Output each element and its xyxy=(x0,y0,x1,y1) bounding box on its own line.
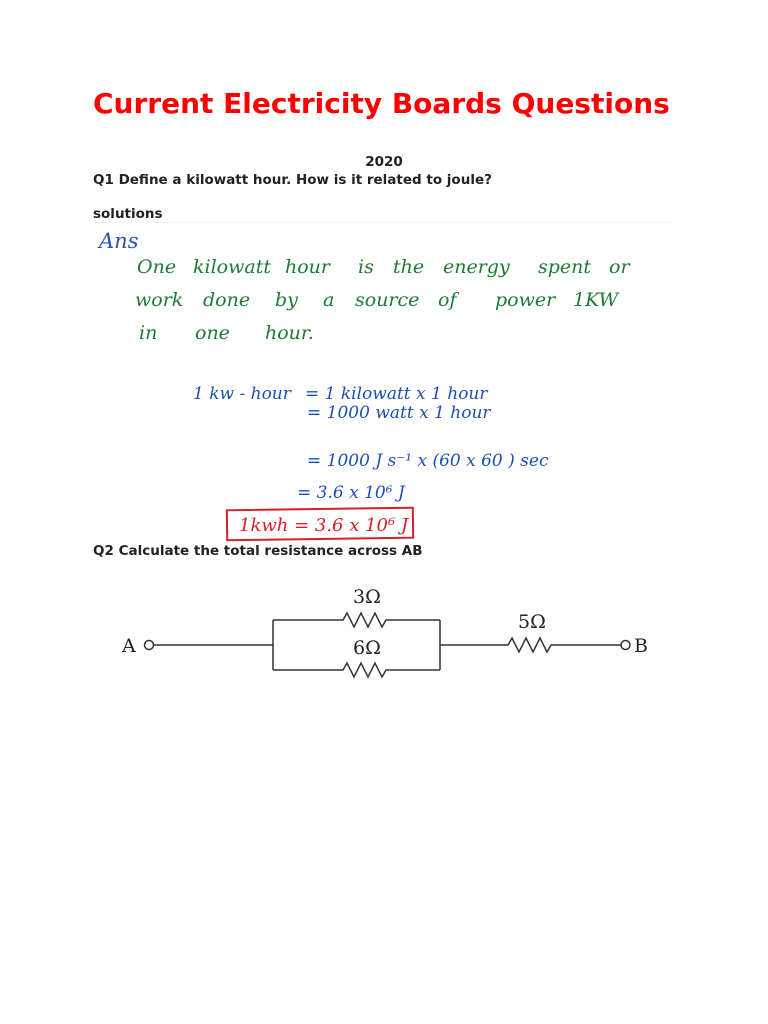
bottom-branch xyxy=(273,663,440,677)
definition-word: one xyxy=(195,322,230,344)
definition-line-2 xyxy=(135,289,620,311)
terminal-b-node xyxy=(621,641,630,650)
solutions-label: solutions xyxy=(93,206,163,222)
definition-word: power xyxy=(495,289,556,311)
definition-word: hour. xyxy=(265,322,314,344)
definition-word: the xyxy=(393,256,425,278)
top-branch xyxy=(273,613,440,627)
terminal-a-node xyxy=(145,641,154,650)
definition-line-3 xyxy=(139,322,314,344)
definition-word: by xyxy=(275,289,298,311)
r-series-label: 5Ω xyxy=(518,611,546,633)
r-bottom-label: 6Ω xyxy=(353,637,381,659)
step3: = 1000 J s⁻¹ x (60 x 60 ) sec xyxy=(307,451,549,471)
definition-word: done xyxy=(203,289,251,311)
boxed-result: 1kwh = 3.6 x 10⁶ J xyxy=(239,515,409,536)
handwritten-answer-panel xyxy=(93,222,673,542)
definition-word: in xyxy=(139,322,158,344)
r-top-label: 3Ω xyxy=(353,586,381,608)
step1-lhs: 1 kw - hour xyxy=(193,384,291,404)
definition-word: of xyxy=(438,289,457,311)
step4: = 3.6 x 10⁶ J xyxy=(297,483,405,503)
definition-word: spent xyxy=(538,256,592,278)
question-1: Q1 Define a kilowatt hour. How is it related to joule? xyxy=(93,172,492,188)
definition-word: hour xyxy=(285,256,330,278)
definition-word: kilowatt xyxy=(193,256,271,278)
step2: = 1000 watt x 1 hour xyxy=(307,403,491,423)
series-branch xyxy=(440,638,621,652)
terminal-a-label: A xyxy=(122,635,136,657)
definition-word: is xyxy=(358,256,374,278)
definition-word: source xyxy=(355,289,420,311)
conversion-steps xyxy=(193,384,549,503)
definition-word: energy xyxy=(443,256,510,278)
definition-word: work xyxy=(135,289,184,311)
page-title: Current Electricity Boards Questions xyxy=(93,87,670,120)
definition-word: 1KW xyxy=(573,289,619,311)
year-label: 2020 xyxy=(365,154,403,170)
definition-word: a xyxy=(323,289,335,311)
definition-line-1 xyxy=(137,256,631,278)
step1-rhs: = 1 kilowatt x 1 hour xyxy=(305,384,488,404)
ans-label: Ans xyxy=(99,229,139,253)
terminal-b-label: B xyxy=(634,635,648,657)
definition-word: or xyxy=(609,256,630,278)
circuit-diagram xyxy=(118,580,658,680)
definition-word: One xyxy=(137,256,177,278)
question-2: Q2 Calculate the total resistance across AB xyxy=(93,543,423,559)
